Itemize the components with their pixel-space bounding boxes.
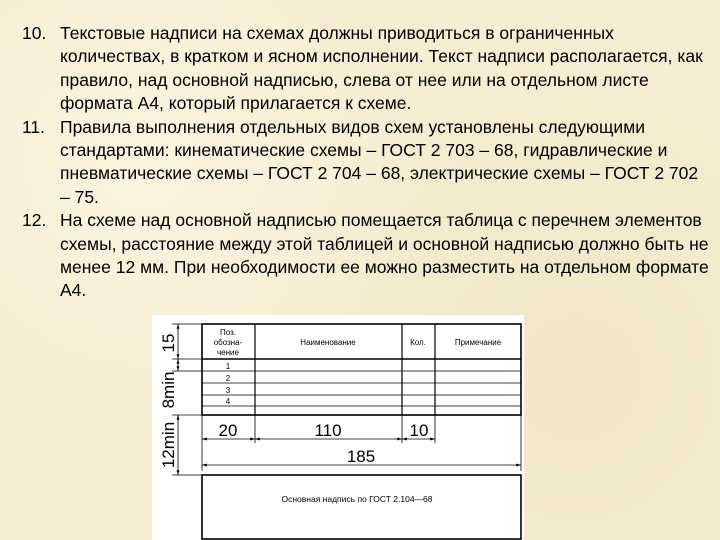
item-text: Правила выполнения отдельных видов схем установлены следующими стандартами: кинематические схемы – ГОСТ 2 703 – 68, гидравлические и пневматические схемы – ГОСТ 2 704 – 68, электрические схемы – ГОСТ 2 702 – 75. (60, 116, 699, 207)
title-block (202, 475, 521, 539)
header-pos-line3: чение (217, 348, 239, 357)
item-number: 11. (22, 116, 46, 137)
element-list-drawing (152, 315, 524, 540)
row-number: 3 (225, 386, 231, 395)
header-pos-line2: обозна- (213, 338, 243, 347)
dim-header-height: 15 (159, 333, 178, 353)
header-pos-line1: Поз. (220, 328, 236, 337)
dim-col-name: 110 (314, 421, 342, 440)
item-text: Текстовые надписи на схемах должны приводиться в ограниченных количествах, в кратком и ясном исполнении. Текст надписи располагается, как правило, над основной надписью, слева от нее или на отдельном листе формата А4, который прилагается к схеме. (60, 23, 703, 114)
item-number: 10. (22, 23, 47, 43)
header-note: Примечание (454, 338, 502, 347)
row-number: 2 (225, 374, 231, 383)
requirements-list (22, 22, 712, 303)
dim-col-pos: 20 (218, 421, 238, 440)
row-number: 4 (225, 397, 231, 406)
title-block-label: Основная надпись по ГОСТ 2.104—68 (281, 494, 433, 504)
list-item (22, 209, 712, 303)
dim-col-qty: 10 (409, 421, 429, 440)
drawing-svg (152, 315, 524, 540)
header-qty: Кол. (410, 338, 426, 347)
dim-row-height: 8min (159, 371, 178, 409)
list-item (22, 22, 712, 116)
header-name: Наименование (300, 338, 356, 347)
dim-total: 185 (346, 447, 376, 466)
list-item (22, 116, 712, 210)
dim-gap: 12min (159, 421, 178, 469)
item-text: На схеме над основной надписью помещается таблица с перечнем элементов схемы, расстояние между этой таблицей и основной надписью должно быть не менее 12 мм. При необходимости ее можно разместить на отдельном формате А4. (60, 210, 709, 301)
row-number: 1 (225, 362, 231, 371)
item-number: 12. (22, 210, 47, 231)
